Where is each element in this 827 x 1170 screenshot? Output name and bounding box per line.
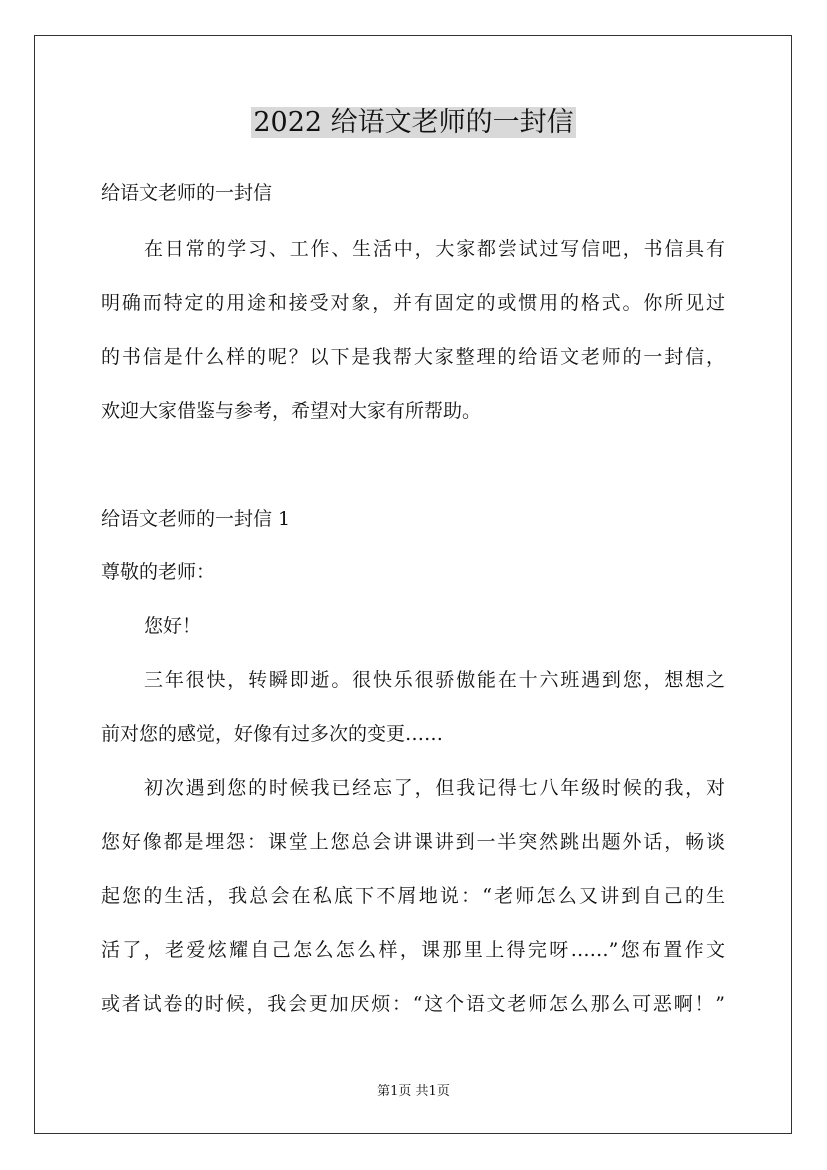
letter-title: 给语文老师的一封信 1 <box>101 508 291 530</box>
intro-line-2: 明确而特定的用途和接受对象，并有固定的或惯用的格式。你所见过 <box>101 292 725 314</box>
para2-line-1: 初次遇到您的时候我已经忘了，但我记得七八年级时候的我，对 <box>144 777 725 799</box>
para2-line-4: 活了，老爱炫耀自己怎么怎么样，课那里上得完呀……”您布置作文 <box>101 939 725 961</box>
intro-line-4: 欢迎大家借鉴与参考，希望对大家有所帮助。 <box>101 400 482 422</box>
salutation: 尊敬的老师： <box>101 561 216 583</box>
intro-line-3: 的书信是什么样的呢？以下是我帮大家整理的给语文老师的一封信， <box>101 346 725 368</box>
para1-line-2: 前对您的感觉，好像有过多次的变更…… <box>101 723 444 745</box>
heading: 给语文老师的一封信 <box>101 182 273 204</box>
document-title-text: 2022 给语文老师的一封信 <box>253 107 574 138</box>
para2-line-5: 或者试卷的时候，我会更加厌烦：“这个语文老师怎么那么可恶啊！” <box>101 993 725 1015</box>
para2-line-2: 您好像都是埋怨：课堂上您总会讲课讲到一半突然跳出题外话，畅谈 <box>101 831 725 853</box>
document-title <box>0 104 827 142</box>
para2-line-3: 起您的生活，我总会在私底下不屑地说：“老师怎么又讲到自己的生 <box>101 885 725 907</box>
para1-line-1: 三年很快，转瞬即逝。很快乐很骄傲能在十六班遇到您，想想之 <box>144 669 725 691</box>
greeting: 您好！ <box>144 615 202 637</box>
intro-line-1: 在日常的学习、工作、生活中，大家都尝试过写信吧，书信具有 <box>144 238 725 260</box>
page-footer: 第1页 共1页 <box>377 1084 450 1099</box>
